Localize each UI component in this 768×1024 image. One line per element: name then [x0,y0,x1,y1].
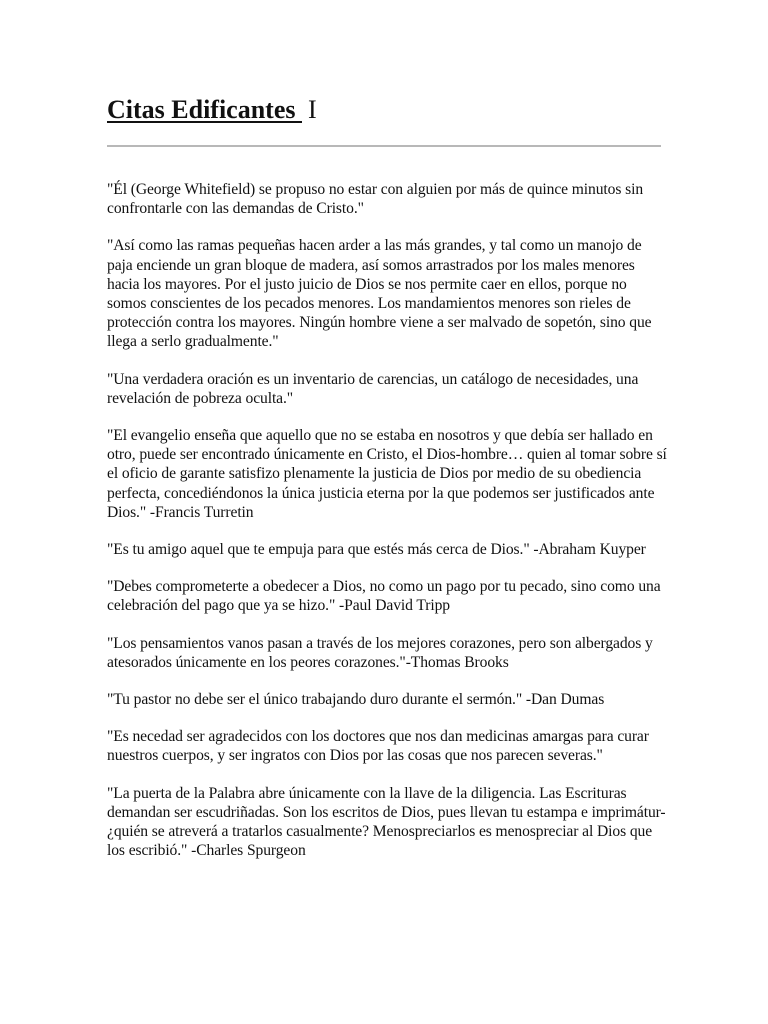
quote-paragraph: "El evangelio enseña que aquello que no se estaba en nosotros y que debía ser hallado en otro, puede ser encontrado únicamente en Cristo, el Dios-hombre… quien al tomar sobre sí el oficio de garante satisfizo plenamente la justicia de Dios por medio de su obediencia perfecta, concediéndonos la única justicia eterna por la que podemos ser justificados ante Dios." -Francis Turretin [107,427,667,521]
quote-paragraph: "Es necedad ser agradecidos con los doctores que nos dan medicinas amargas para curar nuestros cuerpos, y ser ingratos con Dios por las cosas que nos parecen severas." [107,728,649,765]
quote-paragraph: "Así como las ramas pequeñas hacen arder a las más grandes, y tal como un manojo de paja enciende un gran bloque de madera, así somos arrastrados por los males menores hacia los mayores. Por el justo juicio de Dios se nos permite caer en ellos, porque no somos conscientes de los pecados menores. Los mandamientos menores son rieles de protección contra los mayores. Ningún hombre viene a ser malvado de sopetón, sino que llega a serlo gradualmente." [107,237,652,351]
page-title [107,92,667,132]
quote-paragraph: "Una verdadera oración es un inventario de carencias, un catálogo de necesidades, una revelación de pobreza oculta." [107,370,639,407]
quote-paragraph: "Los pensamientos vanos pasan a través de los mejores corazones, pero son albergados y atesorados únicamente en los peores corazones."-Thomas Brooks [107,634,653,671]
quote-paragraph: "Tu pastor no debe ser el único trabajando duro durante el sermón." -Dan Dumas [107,691,605,709]
quote-paragraph: "Es tu amigo aquel que te empuja para que estés más cerca de Dios." -Abraham Kuyper [107,541,646,559]
page-title-text: Citas Edificantes [107,95,302,124]
quote-list [107,180,667,860]
page-title-suffix: I [308,95,317,124]
quote-paragraph: "Debes comprometerte a obedecer a Dios, no como un pago por tu pecado, sino como una celebración del pago que ya se hizo." -Paul David Tripp [107,578,661,615]
document-page [107,92,667,878]
horizontal-divider [107,145,661,147]
quote-paragraph: "Él (George Whitefield) se propuso no estar con alguien por más de quince minutos sin confrontarle con las demandas de Cristo." [107,181,644,218]
quote-paragraph: "La puerta de la Palabra abre únicamente con la llave de la diligencia. Las Escrituras demandan ser escudriñadas. Son los escritos de Dios, pues llevan tu estampa e imprimátur-¿quién se atreverá a tratarlos casualmente? Menospreciarlos es menospreciar al Dios que los escribió." -Charles Spurgeon [107,784,666,860]
